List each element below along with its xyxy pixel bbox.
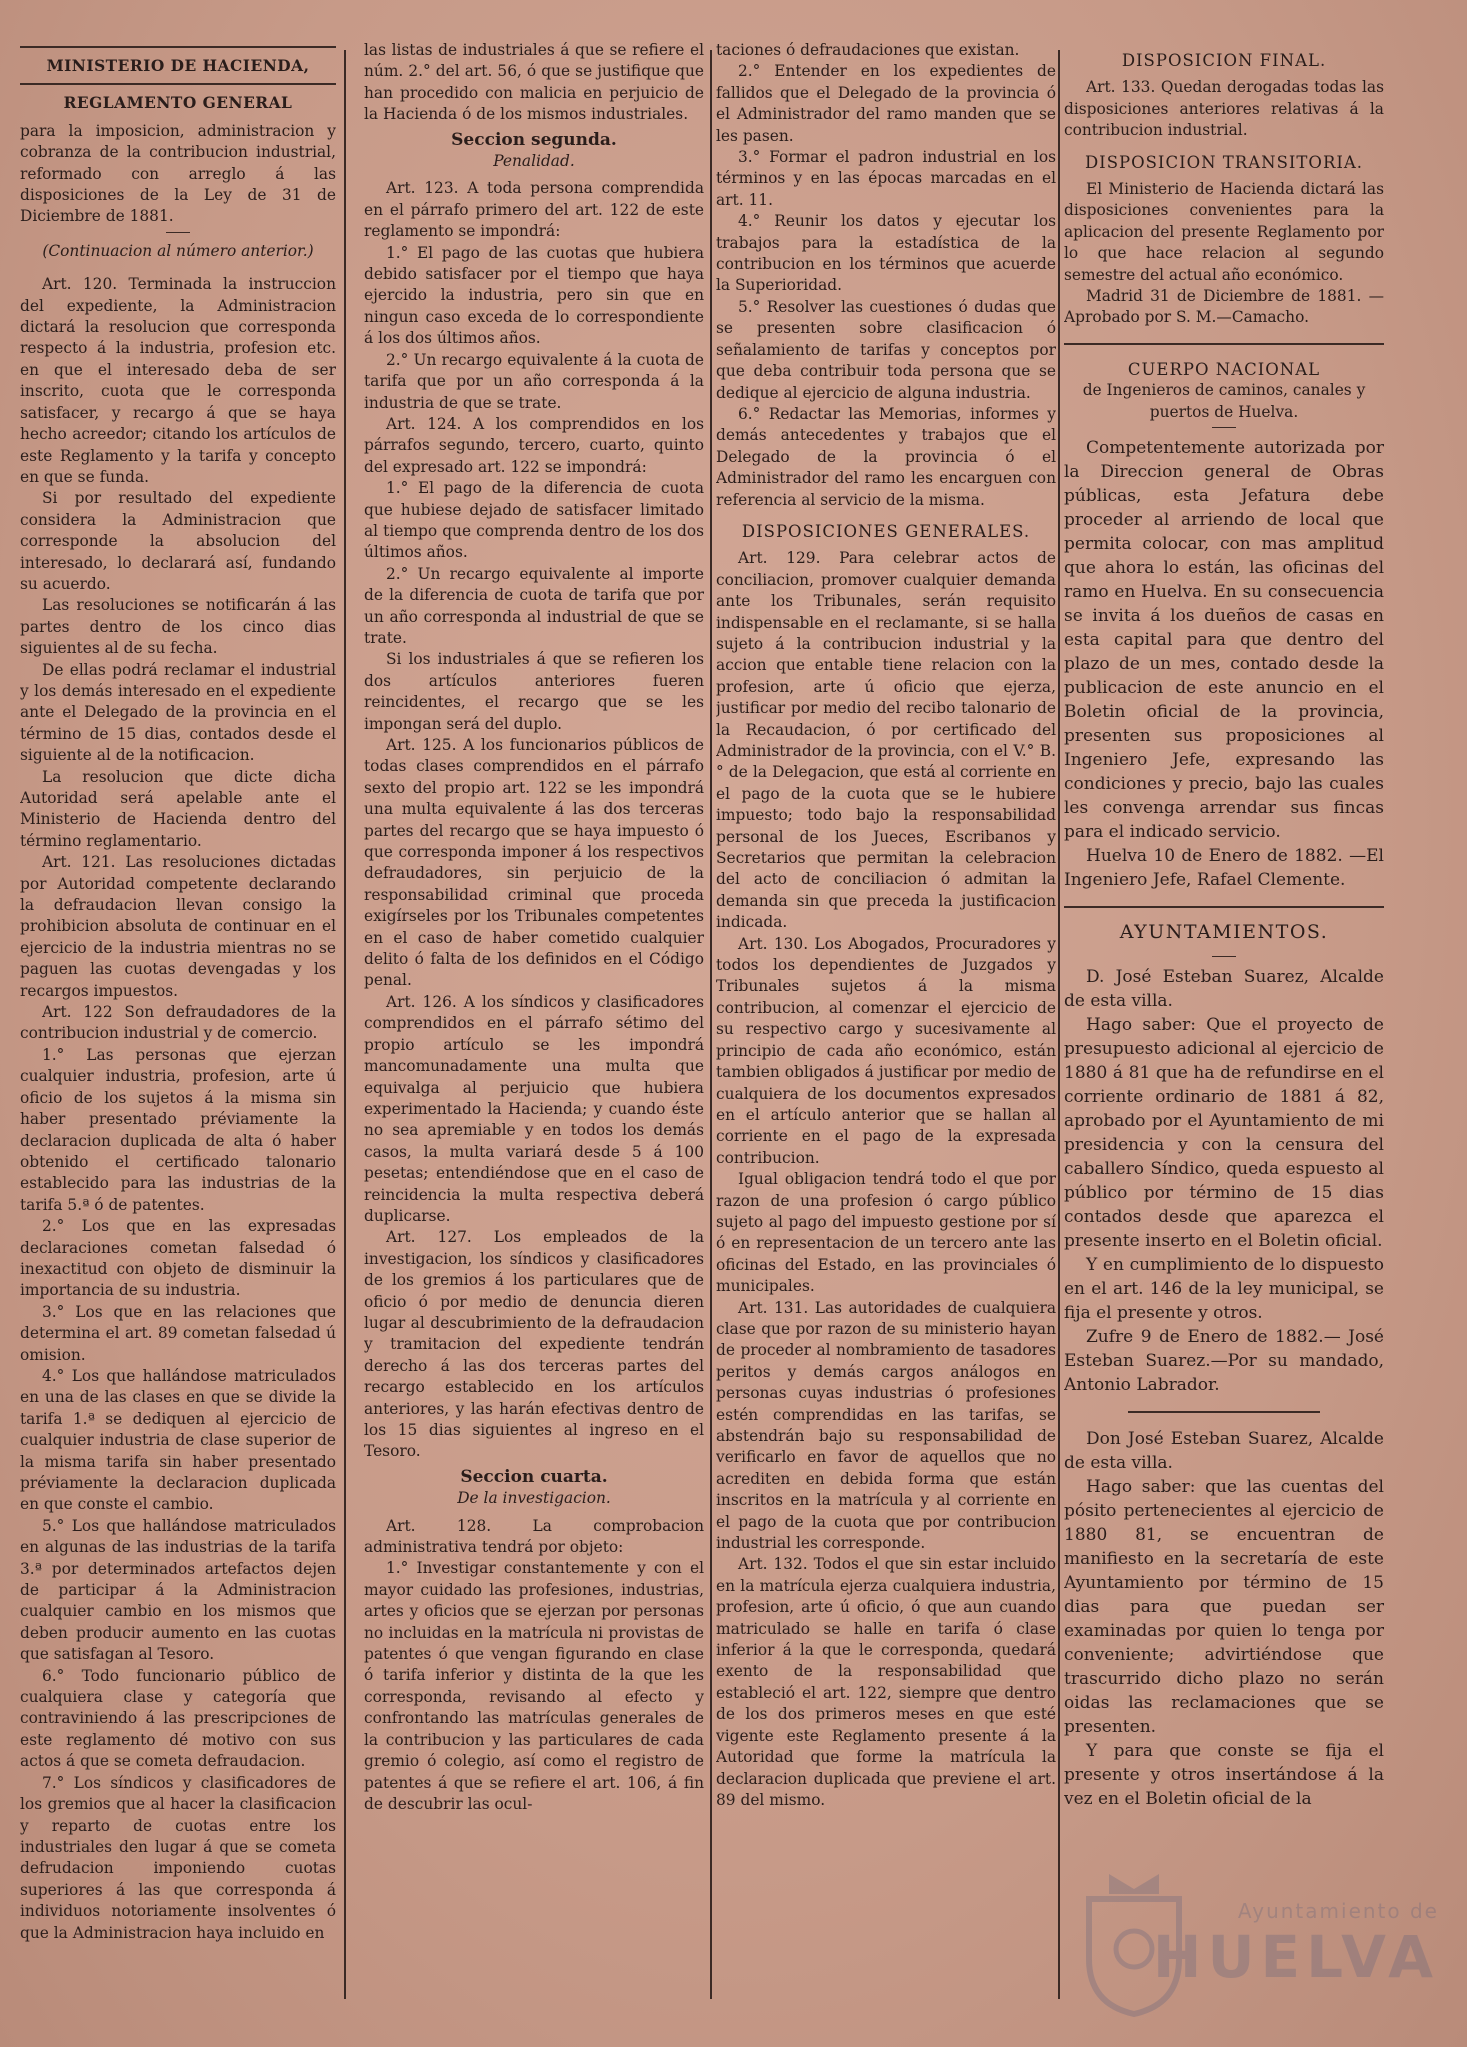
divider: [1064, 343, 1384, 345]
column-3: [716, 40, 1056, 2007]
notice-paragraph: Don José Esteban Suarez, Alcalde de esta villa.: [1064, 1428, 1384, 1473]
article-paragraph: 6.° Todo funcionario público de cualquiera clase y categoría que contraviniendo á las prescripciones de este reglamento dé motivo con sus actos á que se cometa defraudacion.: [20, 1666, 336, 1771]
article-paragraph: 5.° Los que hallándose matriculados en algunas de las industrias de la tarifa 3.ª por determinados artefactos dejen de participar á la Administracion cualquier cambio en los mismos que deben producir aumento en las cuotas que satisfagan al Tesoro.: [20, 1516, 336, 1664]
signoff: Madrid 31 de Diciembre de 1881. —Aprobado por S. M.—Camacho.: [1064, 287, 1384, 327]
section-heading: DISPOSICIONES GENERALES.: [741, 521, 1031, 541]
masthead-rule: [20, 83, 336, 85]
continuation-note: (Continuacion al número anterior.): [42, 241, 314, 260]
column-1: [20, 40, 336, 2007]
article-paragraph: 1.° El pago de la diferencia de cuota que hubiese dejado de satisfacer limitado al tiempo que comprenda dentro de los dos últimos años.: [364, 479, 704, 562]
coat-of-arms-icon: [1079, 1869, 1189, 2019]
column-rule: [710, 50, 712, 1999]
divider: [166, 232, 190, 233]
article-paragraph: Art. 129. Para celebrar actos de conciliacion, promover cualquier demanda ante los Tribunales, serán requisito indispensable en el reclamante, si se halla sujeto á la contribucion industrial y la accion que entable tiene relacion con la profesion, arte ú oficio que ejerza, justificar por medio del recibo talonario de la Recaudacion, ó por certificado del Administrador de la provincia, con el V.° B.° de la Delegacion, que está al corriente en el pago de la cuota que se le hubiere impuesto; todo bajo la responsabilidad personal de los Jueces, Escribanos y Secretarios que permitan la celebracion del acto de conciliacion ó admitan la demanda sin que preceda la justificacion indicada.: [716, 549, 1056, 932]
article-paragraph: Art. 133. Quedan derogadas todas las disposiciones anteriores relativas á la contribucion industrial.: [1064, 78, 1384, 140]
article-paragraph: 4.° Los que hallándose matriculados en una de las clases en que se divide la tarifa 1.ª se dediquen al ejercicio de cualquier industria de clase superior de la misma tarifa sin haber presentado préviamente la declaracion duplicada en que conste el cambio.: [20, 1366, 336, 1514]
notice-paragraph: D. José Esteban Suarez, Alcalde de esta villa.: [1064, 966, 1384, 1011]
divider: [1064, 906, 1384, 908]
notice-paragraph: Hago saber: que las cuentas del pósito pertenecientes al ejercicio de 1880 81, se encuentran de manifiesto en la secretaría de este Ayuntamiento por término de 15 dias para que puedan ser examinadas por quien lo tenga por conveniente; advirtiéndose que trascurrido dicho plazo no serán oidas las reclamaciones que se presenten.: [1064, 1476, 1384, 1737]
regulation-title: REGLAMENTO GENERAL: [63, 94, 293, 113]
article-paragraph: 1.° Investigar constantemente y con el mayor cuidado las profesiones, industrias, artes y oficios que se ejerzan por personas no incluidas en la matrícula ni provistas de patentes ó que vengan figurando en clase ó tarifa inferior y distinta de la que les corresponda, revisando al efecto y confrontando las matrículas generales de la contribucion y las particulares de cada gremio ó colegio, así como el registro de patentes á que se refiere el art. 106, á fin de descubrir las ocul-: [364, 1559, 704, 1813]
article-paragraph: 5.° Resolver las cuestiones ó dudas que se presenten sobre clasificacion ó señalamiento de tarifas y conceptos por que deba contribuir toda persona que se dedique al ejercicio de alguna industria.: [716, 297, 1056, 402]
article-paragraph: 3.° Formar el padron industrial en los términos y en las épocas marcadas en el art. 11.: [716, 148, 1056, 209]
article-paragraph: De ellas podrá reclamar el industrial y los demás interesado en el expediente ante el Delegado de la provincia en el término de 15 dias, contados desde el siguiente al de la notificacion.: [20, 660, 336, 765]
notice-signature: Huelva 10 de Enero de 1882. —El Ingeniero Jefe, Rafael Clemente.: [1064, 846, 1384, 891]
top-rule: [20, 46, 336, 48]
regulation-subtitle: para la imposicion, administracion y cobranza de la contribucion industrial, reformado con arreglo á las disposiciones de la Ley de 31 de Diciembre de 1881.: [20, 121, 336, 226]
watermark-line2: HUELVA: [1152, 1923, 1439, 1991]
article-paragraph: Igual obligacion tendrá todo el que por razon de una profesion ó cargo público sujeto al pago del impuesto gestione por sí ó en representacion de un tercero ante las oficinas del Estado, en las provinciales ó municipales.: [716, 1170, 1056, 1296]
article-paragraph: 2.° Los que en las expresadas declaraciones cometan falsedad ó inexactitud con objeto de disminuir la importancia de su industria.: [20, 1217, 336, 1300]
section-title: Seccion cuarta.: [460, 1466, 608, 1487]
article-paragraph: 2.° Un recargo equivalente al importe de la diferencia de cuota de tarifa que por un año corresponda al industrial de que se trate.: [364, 564, 704, 647]
column-4: [1064, 40, 1384, 2007]
article-paragraph: Art. 131. Las autoridades de cualquiera clase que por razon de su ministerio hayan de proceder al nombramiento de tasadores peritos y demás cargos análogos en personas cuyas industrias ó profesiones estén comprendidas en las tarifas, se abstendrán bajo su responsabilidad de verificarlo en favor de aquellos que no acrediten en debida forma que están inscritos en la matrícula y al corriente en el pago de la cuota que por contribucion industrial les corresponde.: [716, 1298, 1056, 1553]
divider: [1212, 956, 1236, 957]
article-paragraph: 1.° El pago de las cuotas que hubiera debido satisfacer por el tiempo que haya ejercido la industria, pero sin que en ningun caso exceda de lo correspondiente á los dos últimos años.: [364, 243, 704, 348]
notice-signature: Zufre 9 de Enero de 1882.— José Esteban Suarez.—Por su mandado, Antonio Labrador.: [1064, 1326, 1384, 1395]
section-subtitle: Penalidad.: [493, 152, 575, 171]
article-paragraph: La resolucion que dicte dicha Autoridad será apelable ante el Ministerio de Hacienda dentro del término reglamentario.: [20, 767, 336, 850]
article-paragraph: Art. 127. Los empleados de la investigacion, los síndicos y clasificadores de los gremios á los particulares que de oficio ó por medio de denuncia dieren lugar al descubrimiento de la defraudacion y tramitacion del expediente tendrán derecho á las dos terceras partes del recargo establecido en los artículos anteriores, y las harán efectivas dentro de los 15 dias siguientes al ingreso en el Tesoro.: [364, 1228, 704, 1461]
column-rule: [1058, 50, 1060, 1999]
article-paragraph: Las resoluciones se notificarán á las partes dentro de los cinco dias siguientes al de su fecha.: [20, 596, 336, 658]
article-paragraph: 4.° Reunir los datos y ejecutar los trabajos para la estadística de la contribucion en los términos que acuerde la Superioridad.: [716, 212, 1056, 295]
notice-paragraph: Y para que conste se fija el presente y otros insertándose á la vez en el Boletin oficial de la: [1064, 1740, 1384, 1809]
article-paragraph: 6.° Redactar las Memorias, informes y demás antecedentes y trabajos que el Delegado de la provincia ó el Administrador del ramo les encarguen con referencia al servicio de la misma.: [716, 404, 1056, 509]
article-paragraph: taciones ó defraudaciones que existan.: [716, 41, 1020, 59]
article-paragraph: Art. 120. Terminada la instruccion del expediente, la Administracion dictará la resolucion que corresponda respecto á la industria, profesion etc. en que el interesado deba de ser inscrito, cuota que le corresponda satisfacer, y recargo á que se haya hecho acreedor; citando los artículos de este Reglamento y la tarifa y concepto en que se funda.: [20, 275, 336, 486]
divider: [1128, 1411, 1320, 1413]
section-subheading: de Ingenieros de caminos, canales y puertos de Huelva.: [1082, 381, 1366, 421]
article-paragraph: 1.° Las personas que ejerzan cualquier industria, profesion, arte ú oficio de los sujetos á la misma sin haber presentado préviamente la declaracion duplicada de alta ó haber obtenido el certificado talonario establecido para las industrias de la tarifa 5.ª ó de patentes.: [20, 1045, 336, 1214]
section-heading: CUERPO NACIONAL: [1127, 359, 1321, 379]
article-paragraph: las listas de industriales á que se refiere el núm. 2.° del art. 56, ó que se justifique que han procedido con malicia en perjuicio de la Hacienda ó de los mismos industriales.: [364, 41, 704, 124]
article-paragraph: Si por resultado del expediente considera la Administracion que corresponde la absolucion del interesado, lo declarará así, fundando su acuerdo.: [20, 489, 336, 593]
article-paragraph: 2.° Entender en los expedientes de fallidos que el Delegado de la provincia ó el Administrador del ramo manden que se les pasen.: [716, 62, 1056, 145]
article-paragraph: 3.° Los que en las relaciones que determina el art. 89 cometan falsedad ú omision.: [20, 1302, 336, 1364]
article-paragraph: Art. 124. A los comprendidos en los párrafos segundo, tercero, cuarto, quinto del expresado art. 122 se impondrá:: [364, 414, 704, 476]
article-paragraph: Art. 132. Todos el que sin estar incluido en la matrícula ejerza cualquiera industria, profesion, arte ú oficio, ó que aun cuando matriculado se halle en tarifa ó clase inferior á la que le corresponda, quedará exento de la responsabilidad que estableció el art. 122, siempre que dentro de los dos primeros meses en que esté vigente este Reglamento presente á la Autoridad que forme la matrícula la declaracion duplicada que previene el art. 89 del mismo.: [716, 1555, 1056, 1809]
article-paragraph: Art. 122 Son defraudadores de la contribucion industrial y de comercio.: [20, 1003, 336, 1043]
article-paragraph: Art. 130. Los Abogados, Procuradores y todos los dependientes de Juzgados y Tribunales sujetos á la misma contribucion, al comenzar el ejercicio de su respectivo cargo y sucesivamente al principio de cada año económico, están tambien obligados á justificar por medio de cualquiera de los documentos expresados en el artículo anterior que se hallan al corriente en el pago de la expresada contribucion.: [716, 934, 1056, 1167]
article-paragraph: Art. 123. A toda persona comprendida en el párrafo primero del art. 122 de este reglamento se impondrá:: [364, 179, 704, 241]
section-heading: DISPOSICION TRANSITORIA.: [1084, 152, 1364, 172]
section-heading: DISPOSICION FINAL.: [1121, 51, 1327, 70]
watermark-line1: Ayuntamiento de: [1237, 1899, 1439, 1923]
notice-paragraph: Hago saber: Que el proyecto de presupuesto adicional al ejercicio de 1880 á 81 que ha de refundirse en el corriente ordinario de 1881 á 82, aprobado por el Ayuntamiento de mi presidencia y con la censura del caballero Síndico, queda espuesto al público por término de 15 dias contados desde que aparezca el presente inserto en el Boletin oficial.: [1064, 1014, 1384, 1251]
archive-watermark: [1079, 1869, 1439, 2019]
article-paragraph: Art. 125. A los funcionarios públicos de todas clases comprendidos en el párrafo sexto del propio art. 122 se les impondrá una multa equivalente á las dos terceras partes del recargo que se haya impuesto ó que corresponda imponer á los respectivos defraudadores, sin perjuicio de la responsabilidad criminal que proceda exigírseles por los Tribunales competentes en el caso de haber cometido cualquier delito ó falta de los definidos en el Código penal.: [364, 736, 704, 990]
section-subtitle: De la investigacion.: [457, 1489, 611, 1508]
article-paragraph: Art. 121. Las resoluciones dictadas por Autoridad competente declarando la defraudacion llevan consigo la prohibicion absoluta de continuar en el ejercicio de la industria mientras no se paguen las cuotas devengadas y los recargos impuestos.: [20, 853, 336, 1000]
article-paragraph: 2.° Un recargo equivalente á la cuota de tarifa que por un año corresponda á la industria de que se trate.: [364, 350, 704, 412]
notice-paragraph: Competentemente autorizada por la Direccion general de Obras públicas, esta Jefatura debe proceder al arriendo de local que permita colocar, con mas amplitud que ahora lo están, las oficinas del ramo en Huelva. En su consecuencia se invita á los dueños de casas en esta capital para que dentro del plazo de un mes, contado desde la publicacion de este anuncio en el Boletin oficial de la provincia, presenten sus proposiciones al Ingeniero Jefe, expresando las condiciones y precio, bajo las cuales les convenga arrendar sus fincas para el indicado servicio.: [1064, 438, 1384, 843]
notice-paragraph: Y en cumplimiento de lo dispuesto en el art. 146 de la ley municipal, se fija el presente y otros.: [1064, 1254, 1384, 1323]
section-heading: AYUNTAMIENTOS.: [1119, 921, 1329, 944]
article-paragraph: Art. 128. La comprobacion administrativa tendrá por objeto:: [364, 1516, 704, 1557]
article-paragraph: Art. 126. A los síndicos y clasificadores comprendidos en el párrafo sétimo del propio artículo se les impondrá mancomunadamente una multa que equivalga al perjuicio que hubiera experimentado la Hacienda; y cuando éste no sea apremiable y en todos los demás casos, la multa variará desde 5 á 100 pesetas; entendiéndose que en el caso de reincidencia la multa respectiva deberá duplicarse.: [364, 992, 704, 1225]
section-title: Seccion segunda.: [451, 129, 617, 150]
column-2: [364, 40, 704, 2007]
article-paragraph: Si los industriales á que se refieren los dos artículos anteriores fueren reincidentes, el recargo que se les impongan será del duplo.: [364, 650, 704, 733]
article-paragraph: 7.° Los síndicos y clasificadores de los gremios que al hacer la clasificacion y reparto de cuotas entre los industriales den lugar á que se cometa defrudacion imponiendo cuotas superiores á las que corresponda á individuos notoriamente insolventes ó que la Administracion haya incluido en: [20, 1773, 336, 1942]
article-paragraph: El Ministerio de Hacienda dictará las disposiciones convenientes para la aplicacion del presente Reglamento por lo que hace relacion al segundo semestre del actual año económico.: [1064, 180, 1384, 284]
divider: [1212, 427, 1236, 428]
column-rule: [344, 50, 346, 1999]
masthead: MINISTERIO DE HACIENDA,: [46, 57, 310, 75]
